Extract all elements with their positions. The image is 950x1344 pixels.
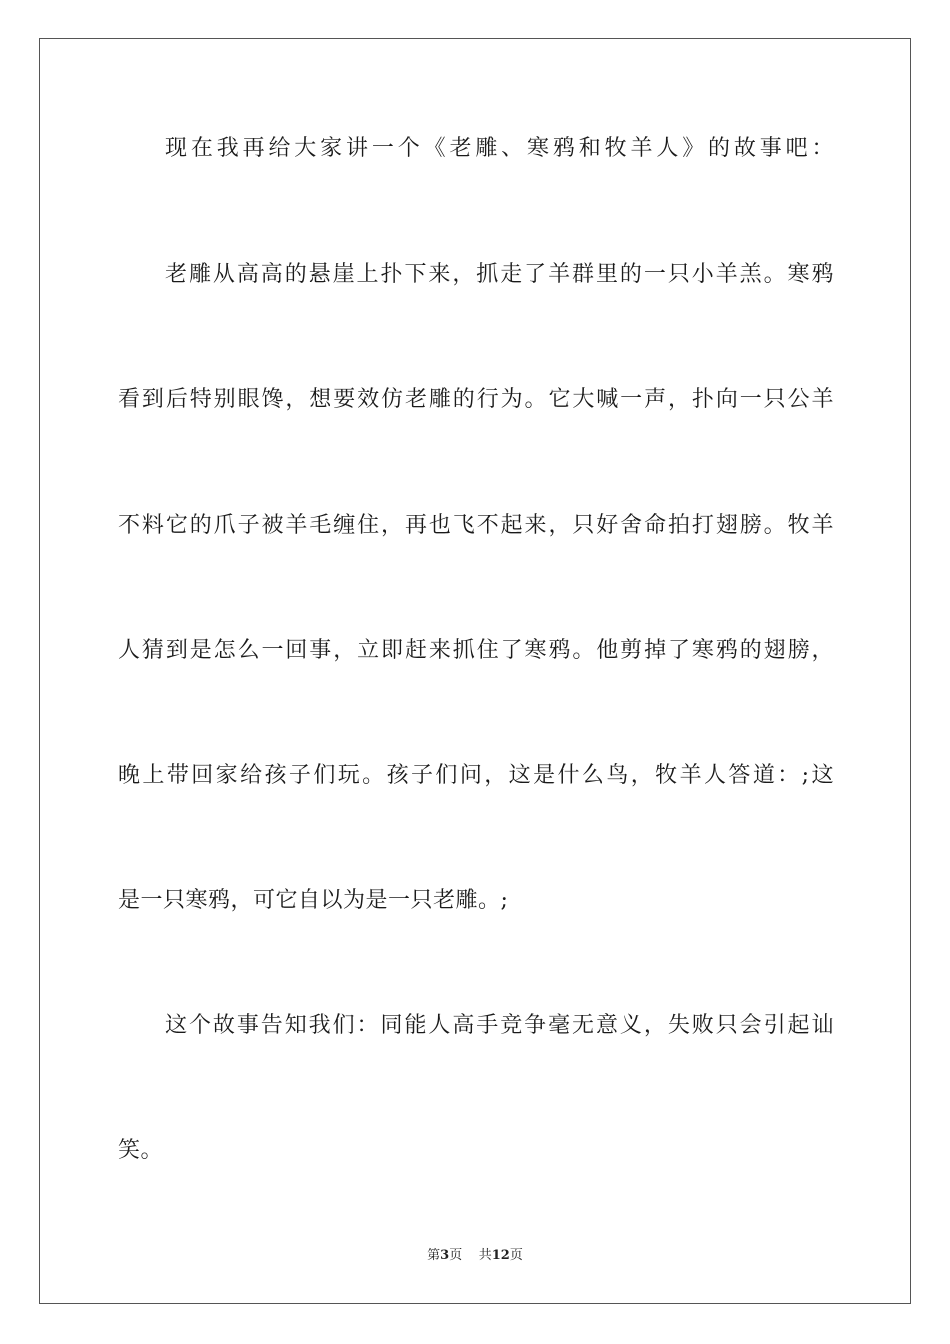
page-prefix: 第 [427,1248,441,1263]
total-pages: 12 [491,1248,510,1263]
paragraph-2-line-6: 是一只寒鸦，可它自以为是一只老雕。; [118,888,509,913]
page-suffix: 页 [449,1248,463,1263]
page-border [39,38,911,1304]
paragraph-2-line-2: 看到后特别眼馋，想要效仿老雕的行为。它大喊一声，扑向一只公羊 [118,387,834,412]
paragraph-1-line-1: 现在我再给大家讲一个《老雕、寒鸦和牧羊人》的故事吧： [165,136,834,161]
paragraph-2-line-1: 老雕从高高的悬崖上扑下来，抓走了羊群里的一只小羊羔。寒鸦 [165,262,834,287]
page-number: 3 [440,1248,450,1263]
paragraph-3-line-2: 笑。 [118,1138,164,1163]
paragraph-2-line-5: 晚上带回家给孩子们玩。孩子们问，这是什么鸟，牧羊人答道：;这 [118,763,834,788]
total-suffix: 页 [509,1248,523,1263]
page-footer [0,1247,950,1265]
total-prefix: 共 [478,1248,492,1263]
paragraph-2-line-4: 人猜到是怎么一回事，立即赶来抓住了寒鸦。他剪掉了寒鸦的翅膀， [118,638,834,663]
paragraph-2-line-3: 不料它的爪子被羊毛缠住，再也飞不起来，只好舍命拍打翅膀。牧羊 [118,513,834,538]
paragraph-3-line-1: 这个故事告知我们：同能人高手竞争毫无意义，失败只会引起讪 [165,1013,834,1038]
